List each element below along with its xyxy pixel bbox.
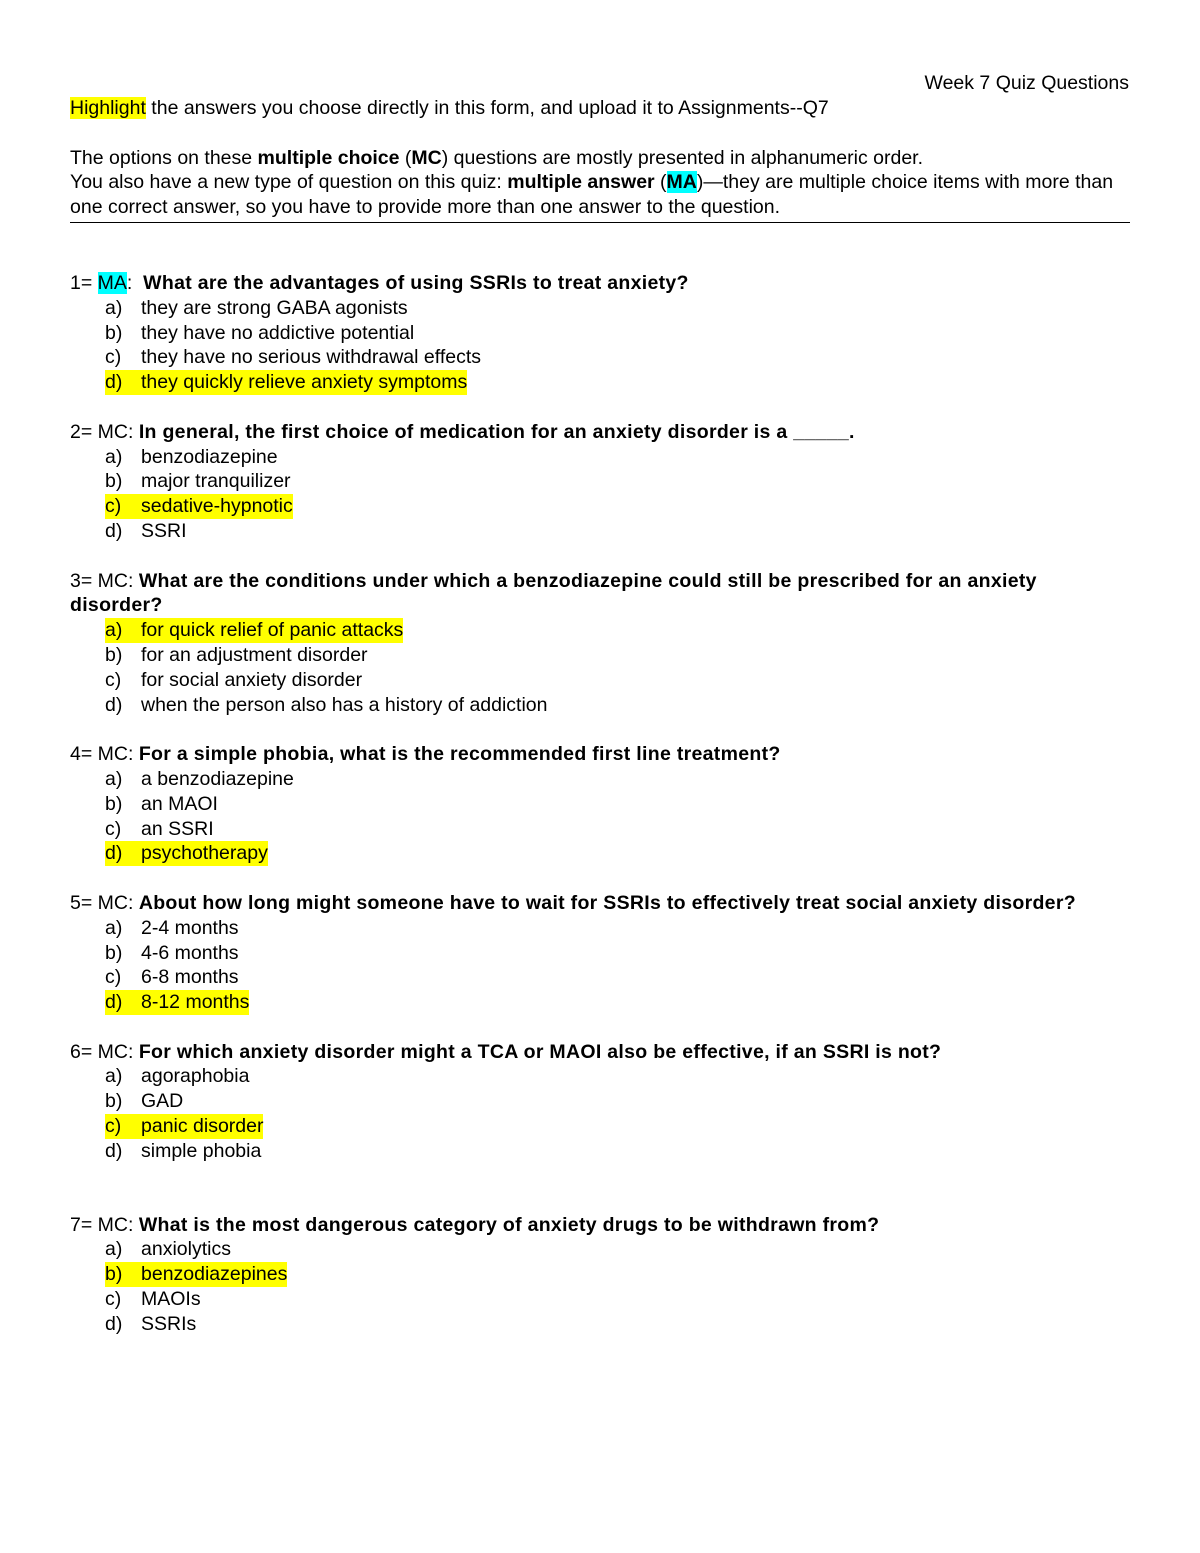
answer-option[interactable] xyxy=(70,1262,1130,1287)
option-letter: d) xyxy=(105,1312,123,1335)
answer-option[interactable] xyxy=(70,1089,1130,1114)
question-text: In general, the first choice of medication for an anxiety disorder is a _____. xyxy=(138,420,855,443)
option-letter: b) xyxy=(105,1263,123,1286)
question-stem xyxy=(70,569,1130,619)
answer-option[interactable] xyxy=(70,767,1130,792)
intro-p2-ma-tag: MA xyxy=(666,171,697,194)
answer-option[interactable] xyxy=(70,841,1130,866)
option-letter: a) xyxy=(105,1065,123,1088)
option-letter: a) xyxy=(105,767,123,790)
answer-option-content xyxy=(105,916,239,941)
intro-p2-rest: )—they are multiple choice items with more than one correct answer, so you have to provide more than one answer to the question. xyxy=(70,171,1114,219)
option-letter: d) xyxy=(105,693,123,716)
option-text: psychotherapy xyxy=(141,842,268,865)
selected-answer-highlight xyxy=(105,494,293,519)
answer-option-content xyxy=(105,643,368,668)
option-text: benzodiazepine xyxy=(141,445,278,468)
option-letter: a) xyxy=(105,445,123,468)
answer-options xyxy=(70,618,1130,717)
answer-option[interactable] xyxy=(70,370,1130,395)
answer-option[interactable] xyxy=(70,1312,1130,1337)
option-text: they quickly relieve anxiety symptoms xyxy=(141,371,468,394)
option-letter: c) xyxy=(105,495,122,518)
option-letter: d) xyxy=(105,991,123,1014)
answer-option-content xyxy=(105,1139,261,1164)
option-text: when the person also has a history of addiction xyxy=(141,693,548,716)
option-text: panic disorder xyxy=(141,1115,264,1138)
option-text: 4-6 months xyxy=(141,941,239,964)
question-number: 7= xyxy=(70,1213,98,1236)
option-text: anxiolytics xyxy=(141,1238,231,1261)
answer-option[interactable] xyxy=(70,1237,1130,1262)
question-stem xyxy=(70,891,1130,916)
answer-option[interactable] xyxy=(70,965,1130,990)
selected-answer-highlight xyxy=(105,1114,263,1139)
question-type-tag: MC xyxy=(97,891,128,914)
answer-option[interactable] xyxy=(70,445,1130,470)
option-letter: a) xyxy=(105,916,123,939)
selected-answer-highlight xyxy=(105,370,467,395)
answer-option[interactable] xyxy=(70,668,1130,693)
option-text: major tranquilizer xyxy=(141,470,291,493)
answer-options xyxy=(70,916,1130,1015)
intro-p1-text: The options on these xyxy=(70,146,258,169)
option-text: for an adjustment disorder xyxy=(141,643,368,666)
option-letter: d) xyxy=(105,371,123,394)
instruction-text: the answers you choose directly in this form, and upload it to Assignments--Q7 xyxy=(145,97,829,119)
option-letter: c) xyxy=(105,1115,122,1138)
option-letter: c) xyxy=(105,346,122,369)
question-stem xyxy=(70,271,1130,296)
answer-option-content xyxy=(105,941,239,966)
answer-option[interactable] xyxy=(70,693,1130,718)
answer-option-content xyxy=(105,817,214,842)
answer-option-content xyxy=(105,792,218,817)
answer-option[interactable] xyxy=(70,296,1130,321)
answer-option-content xyxy=(105,1237,231,1262)
question-type-tag: MC xyxy=(97,1040,128,1063)
option-text: they are strong GABA agonists xyxy=(141,296,408,319)
option-letter: b) xyxy=(105,792,123,815)
answer-option-content xyxy=(105,1089,183,1114)
option-text: 2-4 months xyxy=(141,916,239,939)
answer-option[interactable] xyxy=(70,321,1130,346)
instruction-line xyxy=(70,96,1130,121)
selected-answer-highlight xyxy=(105,990,249,1015)
option-text: SSRIs xyxy=(141,1312,197,1335)
option-letter: c) xyxy=(105,817,122,840)
option-letter: b) xyxy=(105,1090,123,1113)
option-letter: b) xyxy=(105,470,123,493)
intro-p2-bold: multiple answer xyxy=(507,171,655,194)
selected-answer-highlight xyxy=(105,841,268,866)
question-separator: : xyxy=(127,1213,139,1236)
question-text: For a simple phobia, what is the recommended first line treatment? xyxy=(138,743,781,766)
answer-option-content xyxy=(105,1312,196,1337)
option-letter: d) xyxy=(105,842,123,865)
question-type-tag: MA xyxy=(97,271,127,294)
option-letter: c) xyxy=(105,668,122,691)
question-type-tag: MC xyxy=(97,569,128,592)
answer-option[interactable] xyxy=(70,519,1130,544)
option-text: for social anxiety disorder xyxy=(141,668,363,691)
option-letter: c) xyxy=(105,1288,122,1311)
intro-p2-text: You also have a new type of question on this quiz: xyxy=(70,171,508,194)
option-letter: a) xyxy=(105,1238,123,1261)
option-text: 8-12 months xyxy=(141,991,250,1014)
question-7 xyxy=(70,1213,1130,1337)
question-5 xyxy=(70,891,1130,1015)
option-text: they have no serious withdrawal effects xyxy=(141,346,481,369)
answer-option-content xyxy=(105,321,414,346)
answer-option-content xyxy=(105,519,187,544)
option-text: 6-8 months xyxy=(141,966,239,989)
option-letter: d) xyxy=(105,519,123,542)
intro-p1-paren: ( xyxy=(399,146,412,169)
question-number: 2= xyxy=(70,420,98,443)
question-separator: : xyxy=(127,569,139,592)
option-letter: a) xyxy=(105,296,123,319)
intro-p1-bold: multiple choice xyxy=(257,146,400,169)
answer-option-content xyxy=(105,469,291,494)
answer-option-content xyxy=(105,693,548,718)
answer-option[interactable] xyxy=(70,792,1130,817)
page-header-title: Week 7 Quiz Questions xyxy=(924,72,1129,94)
question-separator: : xyxy=(127,420,139,443)
answer-option[interactable] xyxy=(70,1287,1130,1312)
option-letter: d) xyxy=(105,1139,123,1162)
question-text: What are the conditions under which a benzodiazepine could still be prescribed for an anxiety disorder? xyxy=(70,569,1037,617)
answer-option-content xyxy=(105,1287,201,1312)
option-text: benzodiazepines xyxy=(141,1263,288,1286)
question-stem xyxy=(70,1040,1130,1065)
answer-option[interactable] xyxy=(70,941,1130,966)
answer-option[interactable] xyxy=(70,1114,1130,1139)
option-letter: c) xyxy=(105,966,122,989)
answer-option[interactable] xyxy=(70,916,1130,941)
option-text: an MAOI xyxy=(141,792,218,815)
answer-option[interactable] xyxy=(70,618,1130,643)
question-number: 6= xyxy=(70,1040,98,1063)
question-separator: : xyxy=(127,743,139,766)
option-text: SSRI xyxy=(141,519,187,542)
answer-option-content xyxy=(105,345,481,370)
answer-option-content xyxy=(105,965,239,990)
intro-block xyxy=(70,146,1130,223)
option-text: a benzodiazepine xyxy=(141,767,294,790)
answer-option[interactable] xyxy=(70,817,1130,842)
answer-option[interactable] xyxy=(70,494,1130,519)
question-text: What are the advantages of using SSRIs to treat anxiety? xyxy=(143,271,689,294)
question-list xyxy=(70,271,1130,1337)
question-4 xyxy=(70,742,1130,866)
answer-option-content xyxy=(105,445,278,470)
answer-option[interactable] xyxy=(70,1139,1130,1164)
question-3 xyxy=(70,569,1130,718)
question-text: For which anxiety disorder might a TCA or MAOI also be effective, if an SSRI is not? xyxy=(138,1040,942,1063)
question-stem xyxy=(70,1213,1130,1238)
answer-option[interactable] xyxy=(70,469,1130,494)
question-separator: : xyxy=(126,271,144,294)
document-body xyxy=(70,96,1130,1337)
option-letter: b) xyxy=(105,643,123,666)
option-letter: b) xyxy=(105,941,123,964)
intro-p1-mc: MC xyxy=(411,146,442,169)
answer-option[interactable] xyxy=(70,643,1130,668)
answer-option[interactable] xyxy=(70,345,1130,370)
question-1 xyxy=(70,271,1130,395)
question-2 xyxy=(70,420,1130,544)
question-text: About how long might someone have to wait for SSRIs to effectively treat social anxiety disorder? xyxy=(138,891,1076,914)
question-text: What is the most dangerous category of anxiety drugs to be withdrawn from? xyxy=(138,1213,880,1236)
selected-answer-highlight xyxy=(105,618,403,643)
answer-options xyxy=(70,767,1130,866)
question-number: 1= xyxy=(70,271,98,294)
answer-option-content xyxy=(105,767,294,792)
answer-option-content xyxy=(105,1064,249,1089)
question-stem xyxy=(70,420,1130,445)
option-text: for quick relief of panic attacks xyxy=(141,619,404,642)
highlight-word: Highlight xyxy=(70,97,146,119)
intro-paragraph-2 xyxy=(70,170,1130,220)
question-separator: : xyxy=(127,891,139,914)
option-letter: b) xyxy=(105,321,123,344)
question-separator: : xyxy=(127,1040,139,1063)
question-number: 4= xyxy=(70,743,98,766)
answer-option-content xyxy=(105,668,362,693)
question-6 xyxy=(70,1040,1130,1164)
option-text: simple phobia xyxy=(141,1139,262,1162)
question-number: 3= xyxy=(70,569,98,592)
answer-options xyxy=(70,445,1130,544)
intro-p2-paren: ( xyxy=(654,171,667,194)
answer-options xyxy=(70,1064,1130,1163)
question-type-tag: MC xyxy=(97,420,128,443)
option-text: an SSRI xyxy=(141,817,214,840)
question-type-tag: MC xyxy=(97,1213,128,1236)
option-letter: a) xyxy=(105,619,123,642)
option-text: GAD xyxy=(141,1090,184,1113)
answer-option-content xyxy=(105,296,408,321)
question-number: 5= xyxy=(70,891,98,914)
option-text: they have no addictive potential xyxy=(141,321,415,344)
option-text: agoraphobia xyxy=(141,1065,250,1088)
answer-options xyxy=(70,296,1130,395)
answer-options xyxy=(70,1237,1130,1336)
selected-answer-highlight xyxy=(105,1262,287,1287)
intro-p1-rest: ) questions are mostly presented in alphanumeric order. xyxy=(441,146,924,169)
intro-paragraph-1 xyxy=(70,146,1130,171)
option-text: sedative-hypnotic xyxy=(141,495,293,518)
answer-option[interactable] xyxy=(70,990,1130,1015)
option-text: MAOIs xyxy=(141,1288,201,1311)
answer-option[interactable] xyxy=(70,1064,1130,1089)
question-stem xyxy=(70,742,1130,767)
question-type-tag: MC xyxy=(97,743,128,766)
